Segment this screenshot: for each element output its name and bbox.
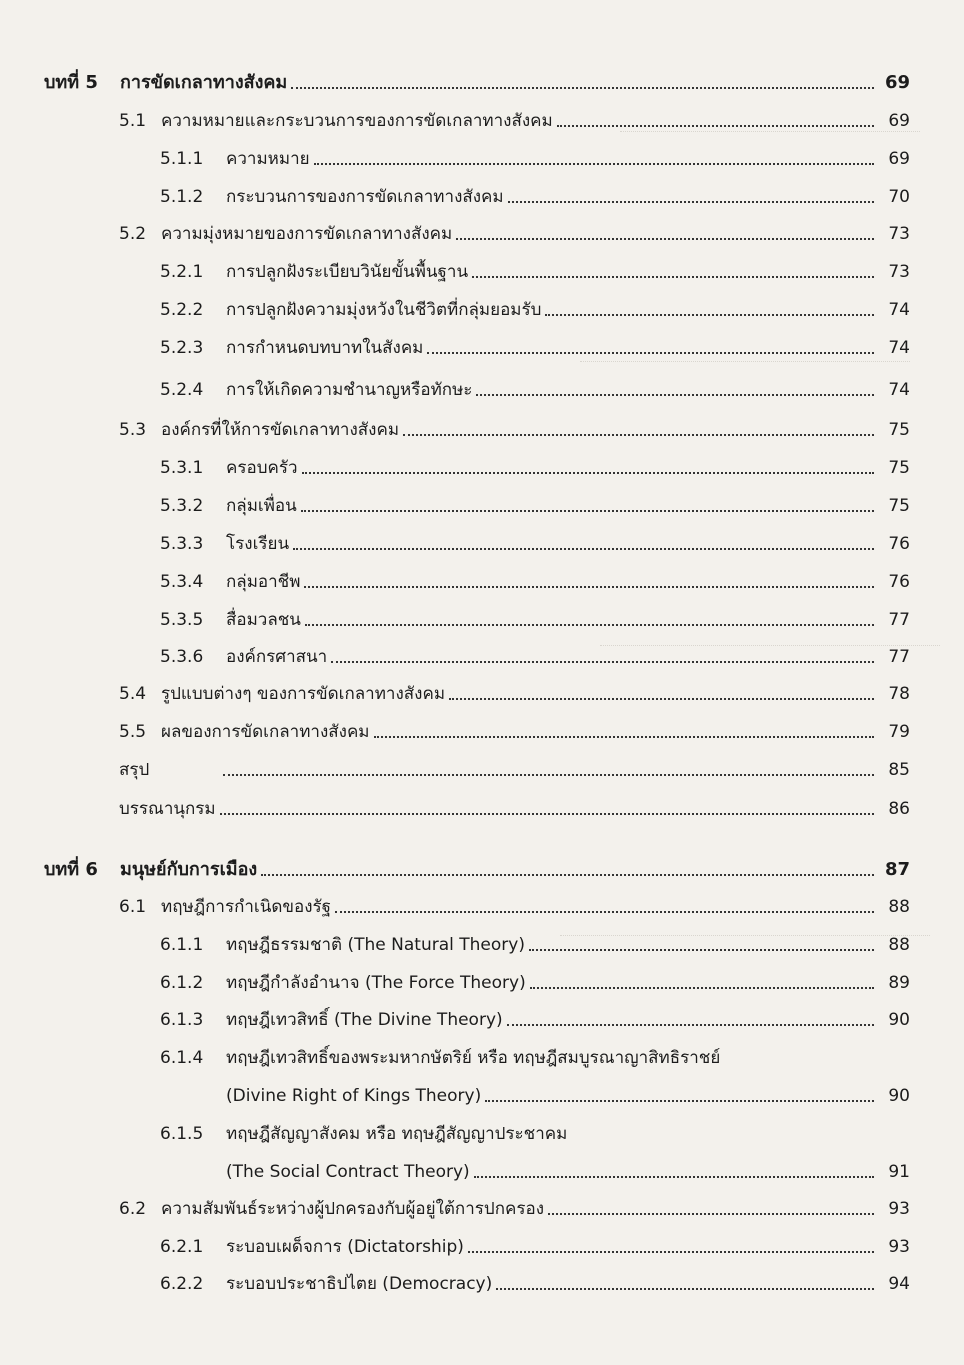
dot-leader: [427, 352, 874, 354]
page-number: 77: [888, 610, 910, 630]
entry-number: 6.1.1: [160, 935, 204, 955]
page-number: 69: [888, 111, 910, 131]
entry-title: ทฤษฎีกำลังอำนาจ (The Force Theory): [226, 973, 526, 993]
entry-number: 6.2: [119, 1199, 147, 1219]
entry-number: 6.1.5: [160, 1124, 204, 1144]
dot-leader: [314, 163, 874, 165]
entry-number: 6.1: [119, 897, 147, 917]
toc-entry: [0, 369, 964, 401]
entry-number: 5.3.2: [160, 496, 204, 516]
entry-title: องค์กรศาสนา: [226, 647, 328, 667]
entry-title: การให้เกิดความชำนาญหรือทักษะ: [226, 380, 473, 400]
dot-leader: [530, 987, 874, 989]
entry-number: 5.3.6: [160, 647, 204, 667]
entry-title: ระบอบประชาธิปไตย (Democracy): [226, 1274, 493, 1294]
toc-entry: [0, 1263, 964, 1295]
entry-title: ความหมายและกระบวนการของการขัดเกลาทางสังคม: [161, 111, 553, 131]
page-number: 91: [888, 1162, 910, 1182]
toc-entry: [0, 485, 964, 517]
page-number: 78: [888, 684, 910, 704]
page-number: 79: [888, 722, 910, 742]
entry-number: 5.1.1: [160, 149, 204, 169]
toc-entry: [0, 176, 964, 208]
page-number: 74: [888, 338, 910, 358]
toc-entry: [0, 1151, 964, 1183]
page-number: 76: [888, 534, 910, 554]
toc-entry: [0, 100, 964, 132]
entry-title: ทฤษฎีการกำเนิดของรัฐ: [161, 897, 332, 917]
page-number: 70: [888, 187, 910, 207]
chapter-title: มนุษย์กับการเมือง: [120, 859, 258, 880]
page-number: 90: [888, 1086, 910, 1106]
chapter-row: [0, 62, 964, 94]
entry-number: 5.2.3: [160, 338, 204, 358]
entry-title: กระบวนการของการขัดเกลาทางสังคม: [226, 187, 504, 207]
dot-leader: [496, 1288, 874, 1290]
entry-title: ผลของการขัดเกลาทางสังคม: [161, 722, 370, 742]
dot-leader: [291, 87, 874, 89]
entry-title: รูปแบบต่างๆ ของการขัดเกลาทางสังคม: [161, 684, 446, 704]
dot-leader: [485, 1100, 874, 1102]
entry-number: 5.1.2: [160, 187, 204, 207]
toc-entry: [0, 289, 964, 321]
entry-title: (The Social Contract Theory): [226, 1162, 470, 1182]
toc-entry: [0, 673, 964, 705]
entry-title: ระบอบเผด็จการ (Dictatorship): [226, 1237, 464, 1257]
entry-number: 5.4: [119, 684, 147, 704]
entry-number: 6.1.3: [160, 1010, 204, 1030]
entry-title: ความสัมพันธ์ระหว่างผู้ปกครองกับผู้อยู่ใต้การปกครอง: [161, 1199, 544, 1219]
entry-title: โรงเรียน: [226, 534, 290, 554]
toc-entry: [0, 1188, 964, 1220]
toc-entry: [0, 409, 964, 441]
entry-number: 5.2.2: [160, 300, 204, 320]
page-number: 74: [888, 380, 910, 400]
entry-title: การปลูกฝังระเบียบวินัยขั้นพื้นฐาน: [226, 262, 469, 282]
chapter-number: บทที่ 5: [44, 72, 98, 93]
dot-leader: [302, 472, 874, 474]
entry-title: ครอบครัว: [226, 458, 298, 478]
page-number: 74: [888, 300, 910, 320]
chapter-number: บทที่ 6: [44, 859, 98, 880]
page-number: 75: [888, 496, 910, 516]
entry-title: ทฤษฎีสัญญาสังคม หรือ ทฤษฎีสัญญาประชาคม: [226, 1124, 568, 1144]
entry-title: กลุ่มอาชีพ: [226, 572, 301, 592]
dot-leader: [223, 774, 874, 776]
entry-number: 6.2.1: [160, 1237, 204, 1257]
toc-entry: [0, 1075, 964, 1107]
page-number: 93: [888, 1237, 910, 1257]
toc-entry: [0, 1113, 964, 1145]
entry-number: 6.1.2: [160, 973, 204, 993]
dot-leader: [304, 586, 874, 588]
toc-entry: [0, 251, 964, 283]
dot-leader: [374, 736, 874, 738]
entry-number: 5.1: [119, 111, 147, 131]
dot-leader: [331, 661, 874, 663]
page-number: 89: [888, 973, 910, 993]
dot-leader: [293, 548, 874, 550]
dot-leader: [507, 1024, 874, 1026]
toc-entry: [0, 749, 964, 781]
page-number: 90: [888, 1010, 910, 1030]
toc-entry: [0, 1226, 964, 1258]
entry-title: สรุป: [119, 760, 150, 780]
entry-title: ความหมาย: [226, 149, 310, 169]
dot-leader: [456, 238, 874, 240]
entry-title: การปลูกฝังความมุ่งหวังในชีวิตที่กลุ่มยอมรับ: [226, 300, 542, 320]
page-number: 73: [888, 262, 910, 282]
dot-leader: [548, 1213, 874, 1215]
toc-entry: [0, 213, 964, 245]
entry-number: 5.3: [119, 420, 147, 440]
page-number: 76: [888, 572, 910, 592]
entry-title: การกำหนดบทบาทในสังคม: [226, 338, 424, 358]
dot-leader: [474, 1176, 874, 1178]
page-number: 77: [888, 647, 910, 667]
dot-leader: [403, 434, 874, 436]
entry-number: 5.2.1: [160, 262, 204, 282]
page-number: 86: [888, 799, 910, 819]
dot-leader: [301, 510, 874, 512]
entry-number: 5.3.5: [160, 610, 204, 630]
dot-leader: [529, 949, 874, 951]
page-number: 73: [888, 224, 910, 244]
entry-number: 5.2: [119, 224, 147, 244]
dot-leader: [261, 874, 874, 876]
entry-title: ทฤษฎีธรรมชาติ (The Natural Theory): [226, 935, 525, 955]
entry-title: ความมุ่งหมายของการขัดเกลาทางสังคม: [161, 224, 453, 244]
entry-number: 6.2.2: [160, 1274, 204, 1294]
dot-leader: [335, 911, 874, 913]
toc-entry: [0, 327, 964, 359]
dot-leader: [220, 813, 874, 815]
dot-leader: [472, 276, 874, 278]
dot-leader: [545, 314, 874, 316]
toc-entry: [0, 1037, 964, 1069]
toc-entry: [0, 886, 964, 918]
dot-leader: [449, 698, 874, 700]
dot-leader: [468, 1251, 874, 1253]
page-number: 75: [888, 458, 910, 478]
dot-leader: [305, 624, 874, 626]
page-number: 87: [884, 859, 910, 880]
page-number: 88: [888, 897, 910, 917]
chapter-row: [0, 849, 964, 881]
toc-entry: [0, 138, 964, 170]
entry-number: 5.3.3: [160, 534, 204, 554]
entry-title: (Divine Right of Kings Theory): [226, 1086, 482, 1106]
dot-leader: [476, 394, 874, 396]
entry-title: สื่อมวลชน: [226, 610, 301, 630]
entry-title: ทฤษฎีเทวสิทธิ์ของพระมหากษัตริย์ หรือ ทฤษฎีสมบูรณาญาสิทธิราชย์: [226, 1048, 721, 1068]
entry-title: องค์กรที่ให้การขัดเกลาทางสังคม: [161, 420, 400, 440]
dot-leader: [508, 201, 874, 203]
toc-entry: [0, 999, 964, 1031]
entry-title: ทฤษฎีเทวสิทธิ์ (The Divine Theory): [226, 1010, 503, 1030]
page-number: 93: [888, 1199, 910, 1219]
page-number: 88: [888, 935, 910, 955]
entry-number: 5.3.4: [160, 572, 204, 592]
entry-number: 5.2.4: [160, 380, 204, 400]
toc-entry: [0, 447, 964, 479]
page-number: 75: [888, 420, 910, 440]
toc-entry: [0, 523, 964, 555]
toc-entry: [0, 962, 964, 994]
toc-entry: [0, 711, 964, 743]
entry-title: กลุ่มเพื่อน: [226, 496, 297, 516]
entry-number: 5.5: [119, 722, 147, 742]
toc-entry: [0, 788, 964, 820]
toc-entry: [0, 599, 964, 631]
dot-leader: [557, 125, 874, 127]
entry-title: บรรณานุกรม: [119, 799, 216, 819]
page-number: 85: [888, 760, 910, 780]
page-number: 69: [888, 149, 910, 169]
page-number: 69: [884, 72, 910, 93]
chapter-title: การขัดเกลาทางสังคม: [120, 72, 288, 93]
toc-entry: [0, 924, 964, 956]
toc-entry: [0, 636, 964, 668]
page-number: 94: [888, 1274, 910, 1294]
toc-entry: [0, 561, 964, 593]
entry-number: 6.1.4: [160, 1048, 204, 1068]
entry-number: 5.3.1: [160, 458, 204, 478]
